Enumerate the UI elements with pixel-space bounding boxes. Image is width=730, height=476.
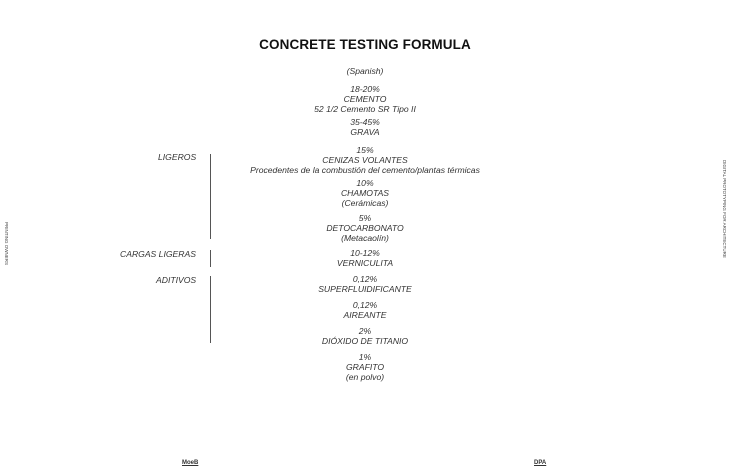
item-name: DETOCARBONATO bbox=[326, 223, 404, 233]
item-percentage: 15% bbox=[356, 145, 374, 155]
item-name: DIÓXIDO DE TITANIO bbox=[321, 336, 409, 346]
item-name: CHAMOTAS bbox=[340, 188, 390, 198]
item-detail: (Cerámicas) bbox=[341, 198, 389, 208]
item-detail: (Metacaolín) bbox=[341, 233, 389, 243]
formula-item-superfluidificante bbox=[0, 274, 730, 294]
footer-logo-left: MoeB bbox=[182, 460, 199, 466]
language-note-text: (Spanish) bbox=[346, 66, 384, 76]
item-percentage: 1% bbox=[358, 352, 372, 362]
item-percentage: 10% bbox=[356, 178, 374, 188]
item-name: SUPERFLUIDIFICANTE bbox=[318, 284, 412, 294]
formula-item-grafito bbox=[0, 352, 730, 382]
item-percentage: 18-20% bbox=[350, 84, 380, 94]
margin-left-text: PRINTING OWNERS bbox=[4, 222, 9, 266]
language-note bbox=[0, 66, 730, 76]
item-name: AIREANTE bbox=[343, 310, 387, 320]
side-label-ligeros: LIGEROS bbox=[158, 152, 197, 162]
page-title: CONCRETE TESTING FORMULA bbox=[259, 37, 471, 52]
side-label-aditivos: ADITIVOS bbox=[156, 275, 197, 285]
item-detail: 52 1/2 Cemento SR Tipo II bbox=[314, 104, 416, 114]
item-percentage: 0,12% bbox=[352, 300, 378, 310]
item-detail: (en polvo) bbox=[345, 372, 385, 382]
item-name: VERNICULITA bbox=[336, 258, 394, 268]
formula-item-detocarbonato bbox=[0, 213, 730, 243]
formula-item-verniculita bbox=[0, 248, 730, 268]
formula-item-aireante bbox=[0, 300, 730, 320]
side-label-cargas-ligeras: CARGAS LIGERAS bbox=[120, 249, 196, 259]
item-percentage: 5% bbox=[358, 213, 372, 223]
item-percentage: 2% bbox=[358, 326, 372, 336]
margin-right-text: DIGITAL PROTOTYPING FOR ARCHITECTURE bbox=[722, 160, 727, 258]
item-percentage: 0,12% bbox=[352, 274, 378, 284]
formula-item-cenizas-volantes bbox=[0, 145, 730, 175]
item-percentage: 10-12% bbox=[350, 248, 380, 258]
item-name: CEMENTO bbox=[343, 94, 387, 104]
bracket-aditivos bbox=[210, 276, 211, 343]
footer-logo-right: DPA bbox=[534, 460, 547, 466]
item-detail: Procedentes de la combustión del cemento/plantas térmicas bbox=[250, 165, 480, 175]
formula-item-dioxido-de-titanio bbox=[0, 326, 730, 346]
formula-item-cemento bbox=[0, 84, 730, 114]
bracket-cargas-ligeras bbox=[210, 250, 211, 267]
item-name: GRAFITO bbox=[345, 362, 385, 372]
formula-item-grava bbox=[0, 117, 730, 137]
formula-item-chamotas bbox=[0, 178, 730, 208]
item-name: GRAVA bbox=[350, 127, 380, 137]
item-percentage: 35-45% bbox=[350, 117, 380, 127]
bracket-ligeros bbox=[210, 154, 211, 239]
item-name: CENIZAS VOLANTES bbox=[322, 155, 408, 165]
